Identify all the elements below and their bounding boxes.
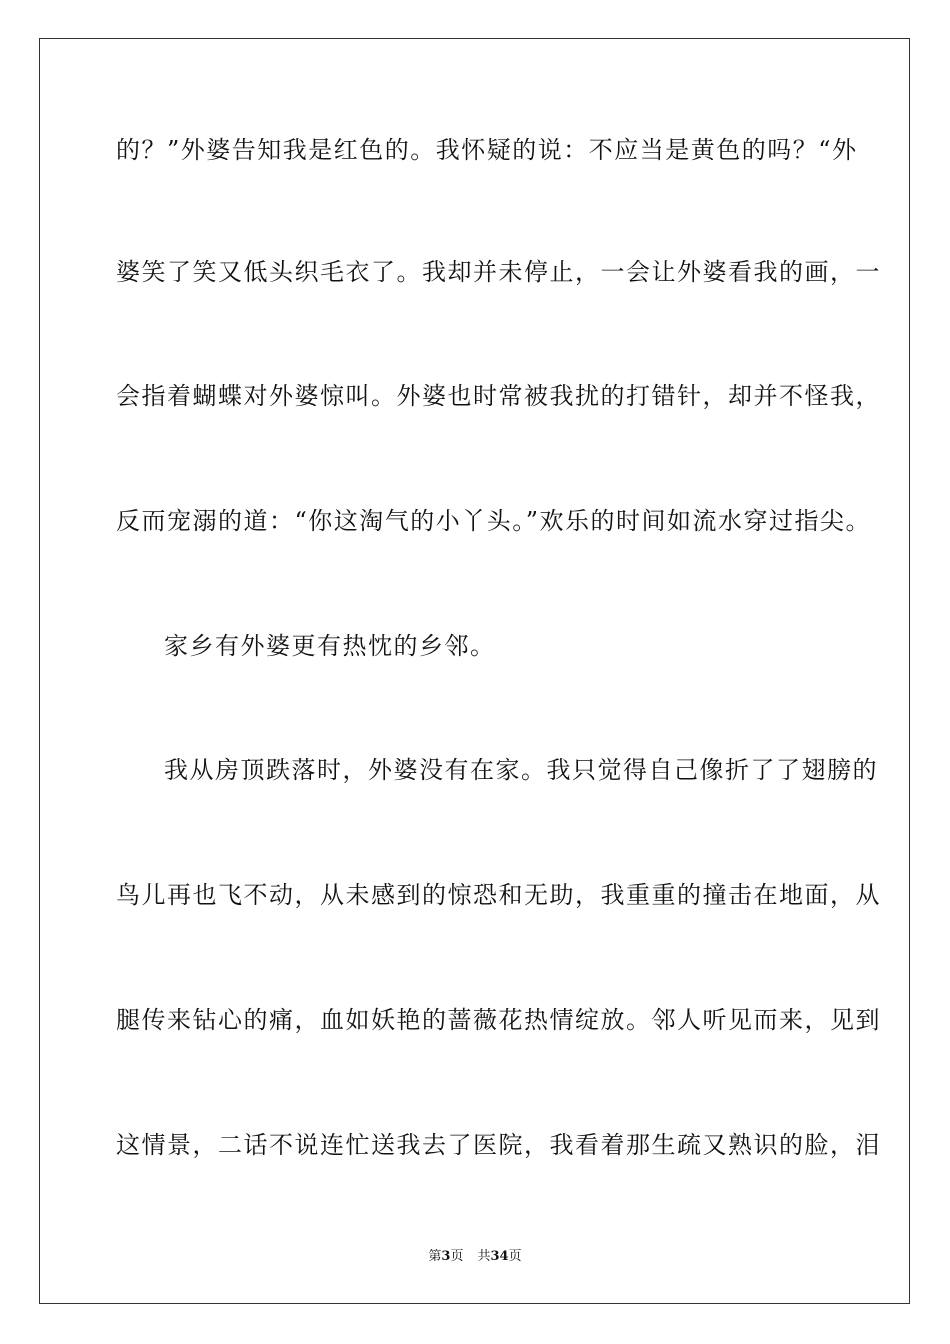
text-line-paragraph-start: 我从房顶跌落时，外婆没有在家。我只觉得自己像折了了翅膀的 xyxy=(164,756,878,784)
text-line: 鸟儿再也飞不动，从未感到的惊恐和无助，我重重的撞击在地面，从 xyxy=(116,881,881,909)
total-pages-suffix: 页 xyxy=(508,1249,522,1264)
text-line: 会指着蝴蝶对外婆惊叫。外婆也时常被我扰的打错针，却并不怪我， xyxy=(116,382,881,410)
text-line-paragraph-start: 家乡有外婆更有热忱的乡邻。 xyxy=(164,632,496,660)
total-pages-number: 34 xyxy=(490,1249,509,1264)
page-footer xyxy=(0,1249,950,1265)
total-pages-prefix: 共 xyxy=(477,1249,491,1264)
page-border xyxy=(39,38,910,1304)
text-line: 反而宠溺的道：“你这淘气的小丫头。”欢乐的时间如流水穿过指尖。 xyxy=(116,507,872,535)
page-number-suffix: 页 xyxy=(450,1249,464,1264)
text-line: 的？”外婆告知我是红色的。我怀疑的说：不应当是黄色的吗？“外 xyxy=(116,136,858,164)
page-number-prefix: 第 xyxy=(428,1249,442,1264)
text-line: 这情景，二话不说连忙送我去了医院，我看着那生疏又熟识的脸，泪 xyxy=(116,1131,881,1159)
text-line: 腿传来钻心的痛，血如妖艳的蔷薇花热情绽放。邻人听见而来，见到 xyxy=(116,1006,881,1034)
current-page-number: 3 xyxy=(441,1249,451,1264)
text-line: 婆笑了笑又低头织毛衣了。我却并未停止，一会让外婆看我的画，一 xyxy=(116,258,881,286)
